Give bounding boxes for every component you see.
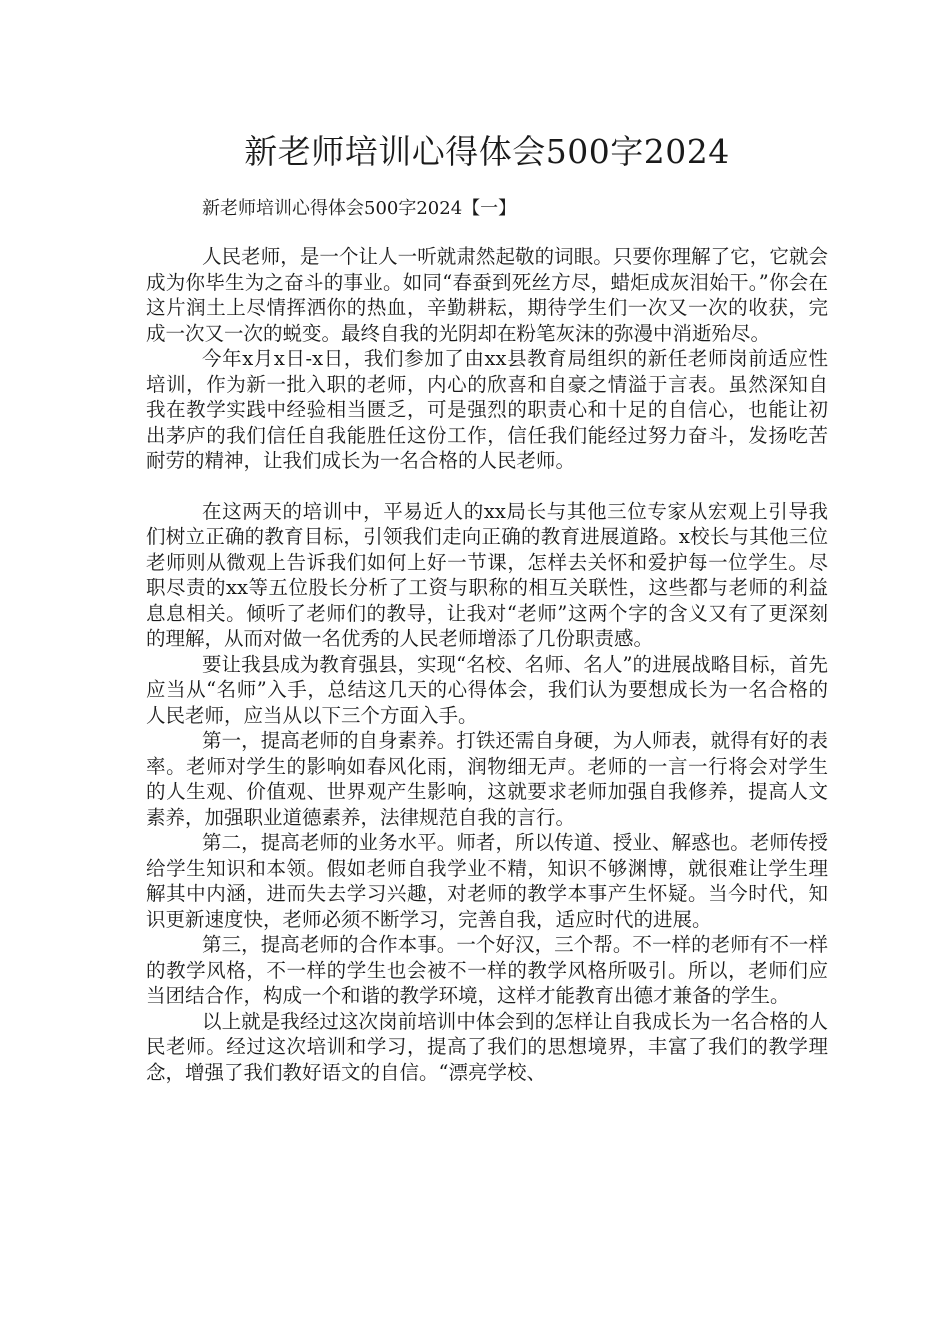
document-title: 新老师培训心得体会500字2024 [244,132,730,171]
paragraph: 第三，提高老师的合作本事。一个好汉，三个帮。不一样的老师有不一样的教学风格，不一样的学生也会被不一样的教学风格所吸引。所以，老师们应当团结合作，构成一个和谐的教学环境，这样才能教育出德才兼备的学生。 [146,933,828,1007]
paragraph: 第一，提高老师的自身素养。打铁还需自身硬，为人师表，就得有好的表率。老师对学生的影响如春风化雨，润物细无声。老师的一言一行将会对学生的人生观、价值观、世界观产生影响，这就要求老师加强自我修养，提高人文素养，加强职业道德素养，法律规范自我的言行。 [146,729,828,829]
paragraph: 第二，提高老师的业务水平。师者，所以传道、授业、解惑也。老师传授给学生知识和本领。假如老师自我学业不精，知识不够渊博，就很难让学生理解其中内涵，进而失去学习兴趣，对老师的教学本事产生怀疑。当今时代，知识更新速度快，老师必须不断学习，完善自我，适应时代的进展。 [146,831,828,931]
paragraph: 人民老师，是一个让人一听就肃然起敬的词眼。只要你理解了它，它就会成为你毕生为之奋斗的事业。如同“春蚕到死丝方尽，蜡炬成灰泪始干。”你会在这片润土上尽情挥洒你的热血，辛勤耕耘，期待学生们一次又一次的收获，完成一次又一次的蜕变。最终自我的光阴却在粉笔灰沫的弥漫中消逝殆尽。 [146,245,828,345]
paragraph: 要让我县成为教育强县，实现“名校、名师、名人”的进展战略目标，首先应当从“名师”入手，总结这几天的心得体会，我们认为要想成长为一名合格的人民老师，应当从以下三个方面入手。 [146,652,828,727]
paragraph-gap [146,474,828,499]
document-body [146,244,828,1085]
paragraph: 以上就是我经过这次岗前培训中体会到的怎样让自我成长为一名合格的人民老师。经过这次培训和学习，提高了我们的思想境界，丰富了我们的教学理念，增强了我们教好语文的自信。“漂亮学校、 [146,1009,828,1084]
document-page [146,0,828,1085]
section-heading: 新老师培训心得体会500字2024【一】 [202,198,517,219]
paragraph: 在这两天的培训中，平易近人的xx局长与其他三位专家从宏观上引导我们树立正确的教育目标，引领我们走向正确的教育进展道路。x校长与其他三位老师则从微观上告诉我们如何上好一节课，怎样去关怀和爱护每一位学生。尽职尽责的xx等五位股长分析了工资与职称的相互关联性，这些都与老师的利益息息相关。倾听了老师们的教导，让我对“老师”这两个字的含义又有了更深刻的理解，从而对做一名优秀的人民老师增添了几份职责感。 [146,499,828,650]
paragraph: 今年x月x日-x日，我们参加了由xx县教育局组织的新任老师岗前适应性培训，作为新一批入职的老师，内心的欣喜和自豪之情溢于言表。虽然深知自我在教学实践中经验相当匮乏，可是强烈的职责心和十足的自信心，也能让初出茅庐的我们信任自我能胜任这份工作，信任我们能经过努力奋斗，发扬吃苦耐劳的精神，让我们成长为一名合格的人民老师。 [146,347,828,472]
